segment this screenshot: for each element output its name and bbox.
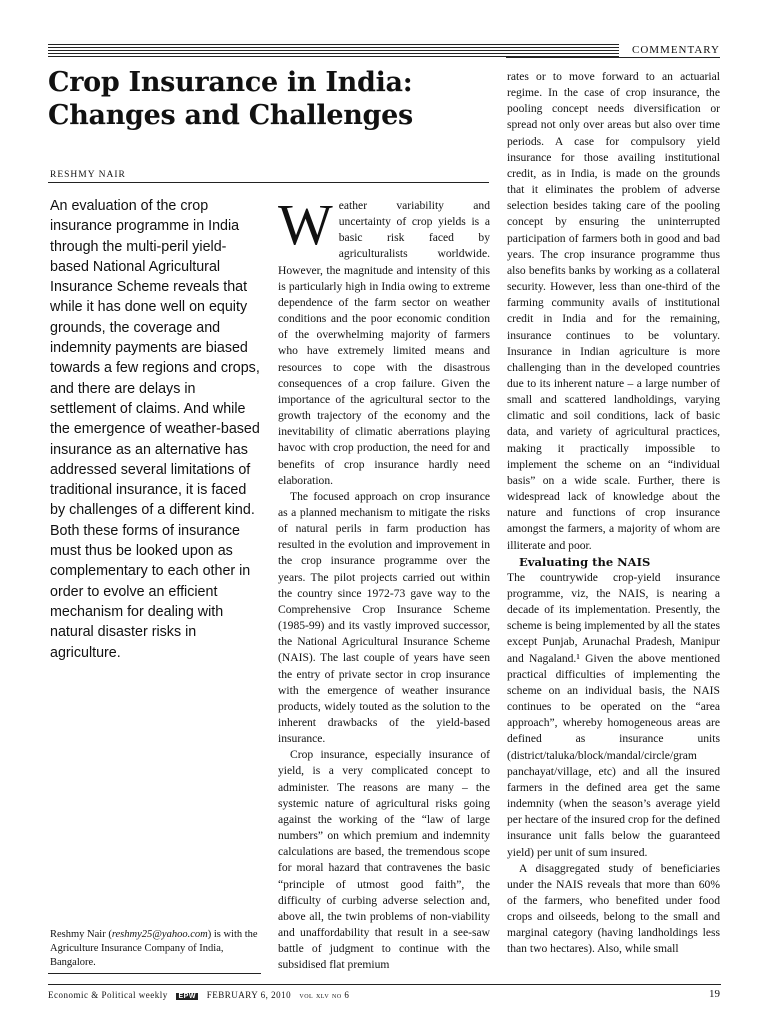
author-note-rule bbox=[48, 973, 261, 974]
page-number: 19 bbox=[709, 988, 720, 1000]
paragraph-5: The countrywide crop-yield insurance programme, viz, the NAIS, is nearing a decade of its implementation. Presently, the scheme is being implemented by all the states except Punjab, Arunachal Pradesh, Manipur and Nagaland.¹ Given the above mentioned practical difficulties of implementing the scheme on an individual basis, the NAIS continues to be operated on the “area approach”, whereby homogeneous areas are defined as insurance units (district/taluka/block/mandal/circle/gram panchayat/village, etc) and all the insured farmers in the defined area get the same indemnity (when the season’s average yield per hectare of the insured crop for the defined insurance unit falls below the guaranteed yield) per unit of sum insured. bbox=[507, 570, 720, 859]
author-note-suffix: ) is with the Agriculture Insurance Company of India, Bangalore. bbox=[50, 929, 258, 968]
header-rules bbox=[48, 44, 619, 58]
volume: vol xlv no 6 bbox=[299, 990, 350, 1000]
author-note bbox=[50, 928, 262, 970]
subheading: Evaluating the NAIS bbox=[519, 554, 651, 569]
paragraph-2: The focused approach on crop insurance as a planned mechanism to mitigate the risks of natural perils in farm production has resulted in the evolution and improvement in the crop insurance programme over the years. The pilot projects carried out within the country since 1972-73 gave way to the Comprehensive Crop Insurance Scheme (1985-99) and its vastly improved successor, the National Agricultural Insurance Scheme (NAIS). The last couple of years have seen the entry of private sector in crop insurance with the emergence of weather insurance products, widely touted as the solution to the inherent drawbacks of the yield-based insurance. bbox=[278, 489, 490, 746]
body-column-3 bbox=[507, 69, 720, 958]
body-column-2 bbox=[278, 192, 490, 974]
footer-rule bbox=[48, 984, 721, 985]
abstract-text: An evaluation of the crop insurance programme in India through the multi-peril yield-based National Agricultural Insurance Scheme reveals that while it has done well on equity grounds, the coverage and indemnity payments are biased towards a few regions and crops, and there are delays in settlement of claims. And while the emergence of weather-based insurance as an alternative has addressed several limitations of traditional insurance, it is faced by challenges of a different kind. Both these forms of insurance must thus be looked upon as complementary to each other in order to evolve an efficient mechanism for dealing with natural disaster risks in agriculture. bbox=[50, 198, 260, 661]
paragraph-6: A disaggregated study of beneficiaries under the NAIS reveals that more than 60% of the farmers, who benefited under food crops and oilseeds, belong to the small and marginal category (having landholdings less than two hectares). Also, while small bbox=[507, 861, 720, 956]
paragraph-4: rates or to move forward to an actuarial regime. In the case of crop insurance, the pooling concept needs diversification or spread not only over areas but also over time periods. A case for compulsory yield insurance for those availing institutional credit, as in India, is made on the grounds that it eliminates the problem of adverse selection besides taking care of the pooling concept by ensuring the uninterrupted participation of farmers both in good and bad years. The crop insurance programme thus also benefits banks by working as a collateral security. However, less than one-third of the farming community avails of institutional credit in India and for the remaining, insurance continues to be voluntary. Insurance in Indian agriculture is more challenging than in the developed countries due to its inherent nature – a large number of small and scattered landholdings, varying climatic and soil conditions, lack of basic data, and variety of agricultural practices, making it practically impossible to implement the scheme on an “individual basis” on a wide scale. Further, there is widespread lack of knowledge about the nature and functions of crop insurance amongst the farmers, a majority of whom are illiterate and poor. bbox=[507, 70, 720, 552]
author-note-prefix: Reshmy Nair ( bbox=[50, 929, 112, 940]
journal-name: Economic & Political weekly bbox=[48, 990, 168, 1000]
issue-date: FEBRUARY 6, 2010 bbox=[206, 990, 292, 1000]
author-rule bbox=[48, 182, 489, 183]
author-email: reshmy25@yahoo.com bbox=[111, 929, 208, 940]
header-rule-right bbox=[506, 57, 720, 58]
epw-badge: EPW bbox=[178, 993, 196, 1000]
paragraph-1-text: eather variability and uncertainty of crop yields is a basic risk faced by agriculturalists worldwide. However, the magnitude and intensity of this is particularly high in India owing to extreme dependence of the farm sector on weather conditions and the poor economic condition of the overwhelming majority of farmers who have extremely limited means and resources to cope with the disastrous consequences of a crop failure. Given the importance of the agricultural sector to the growth trajectory of the economy and the inevitability of climatic aberrations playing havoc with crop production, the need for and benefits of crop insurance hardly need elaboration. bbox=[278, 199, 490, 487]
abstract bbox=[50, 196, 262, 663]
section-label: COMMENTARY bbox=[632, 44, 720, 56]
paragraph-3: Crop insurance, especially insurance of yield, is a very complicated concept to administer. The reasons are many – the systemic nature of agricultural risks going against the working of the “law of large numbers” on which premium and indemnity calculations are based, the tremendous scope for moral hazard that contravenes the basic “principle of utmost good faith”, the difficulty of curbing adverse selection and, above all, the twin problems of non-viability and unaffordability that result in a see-saw battle of judgment to continue with the subsidised flat premium bbox=[278, 748, 490, 972]
drop-cap: W bbox=[278, 192, 333, 257]
footer-info bbox=[48, 990, 349, 1000]
article-author: RESHMY NAIR bbox=[50, 170, 126, 180]
paragraph-1 bbox=[278, 192, 490, 489]
article-title: Crop Insurance in India: Changes and Challenges bbox=[48, 67, 413, 131]
